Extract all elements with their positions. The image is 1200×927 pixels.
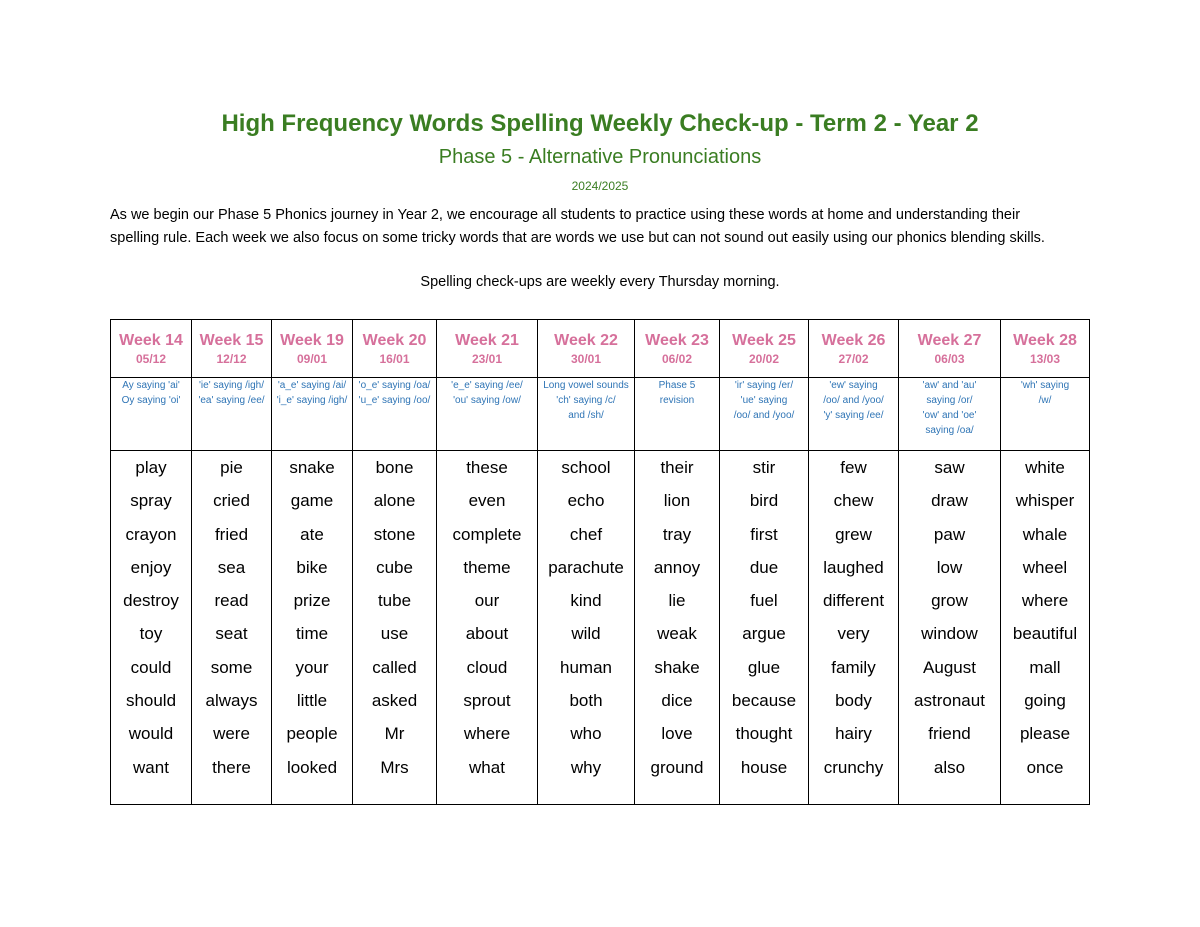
spelling-word: cloud xyxy=(466,657,508,677)
page-subtitle: Phase 5 - Alternative Pronunciations xyxy=(438,146,762,168)
spelling-rule-line: /oo/ and /yoo/ xyxy=(823,395,884,406)
week-header-cell xyxy=(635,320,720,378)
spelling-word: would xyxy=(128,724,174,744)
word-list-row xyxy=(111,451,1090,805)
spelling-rule-line: /oo/ and /yoo/ xyxy=(733,410,795,421)
spelling-word: crunchy xyxy=(823,757,884,777)
week-header-cell xyxy=(538,320,635,378)
spelling-rule-cell xyxy=(272,378,353,451)
spelling-rule-line: /w/ xyxy=(1038,395,1052,406)
spelling-word: these xyxy=(466,458,508,477)
week-label: Week 22 xyxy=(554,331,618,349)
spelling-word: bird xyxy=(749,491,779,511)
week-label: Week 25 xyxy=(732,331,796,349)
week-date: 12/12 xyxy=(216,351,247,366)
spelling-rule-line: 'i_e' saying /igh/ xyxy=(276,395,348,406)
spelling-word: love xyxy=(661,724,693,744)
spelling-rule-line: 'ir' saying /er/ xyxy=(734,380,794,391)
spelling-rule-line: 'u_e' saying /oo/ xyxy=(358,395,431,406)
spelling-word: fuel xyxy=(750,591,778,611)
spelling-word: fried xyxy=(214,524,249,544)
spelling-word: stir xyxy=(752,458,776,477)
spelling-word: wheel xyxy=(1022,557,1068,577)
spelling-word: first xyxy=(750,524,778,544)
week-date: 20/02 xyxy=(748,351,780,366)
spelling-word: mall xyxy=(1029,657,1061,677)
spelling-word: human xyxy=(560,657,612,677)
spelling-word: enjoy xyxy=(130,557,172,577)
week-date: 27/02 xyxy=(838,351,869,366)
spelling-word: your xyxy=(295,657,329,677)
spelling-word: who xyxy=(570,724,602,744)
spelling-word: whale xyxy=(1022,524,1068,544)
spelling-rule-line: 'e_e' saying /ee/ xyxy=(451,380,523,391)
word-list-cell xyxy=(1001,451,1090,805)
spelling-word: where xyxy=(463,724,511,744)
spelling-word: lie xyxy=(668,591,686,611)
week-label: Week 27 xyxy=(917,331,982,349)
spelling-word: due xyxy=(749,557,779,577)
spelling-word: theme xyxy=(463,557,511,577)
spelling-word: stone xyxy=(373,524,416,544)
week-header-cell xyxy=(899,320,1001,378)
spelling-word: use xyxy=(380,624,409,644)
spelling-word: tray xyxy=(662,524,692,544)
spelling-rule-line: revision xyxy=(659,395,695,406)
spelling-word: little xyxy=(296,691,328,711)
spelling-word: beautiful xyxy=(1012,624,1078,644)
spelling-word: our xyxy=(474,591,500,611)
spelling-word: alone xyxy=(373,491,416,511)
week-date: 06/03 xyxy=(934,351,965,366)
spelling-word: white xyxy=(1025,458,1065,477)
spelling-word: because xyxy=(731,691,797,711)
word-list-cell xyxy=(111,451,192,805)
spelling-word: once xyxy=(1026,757,1064,777)
spelling-word: complete xyxy=(452,524,522,544)
spelling-rule-line: 'ew' saying xyxy=(829,380,878,391)
spelling-word: saw xyxy=(934,458,965,477)
spelling-word: why xyxy=(570,757,602,777)
spelling-word: glue xyxy=(747,657,781,677)
spelling-word: want xyxy=(133,757,169,777)
spelling-rule-line: Long vowel sounds xyxy=(543,380,629,391)
week-label: Week 14 xyxy=(119,331,183,349)
spelling-rule-line: 'ea' saying /ee/ xyxy=(198,395,265,406)
spelling-word: where xyxy=(1021,591,1069,611)
word-list-cell xyxy=(720,451,809,805)
spelling-rule-row xyxy=(111,378,1090,451)
word-list-cell xyxy=(353,451,437,805)
week-header-cell xyxy=(272,320,353,378)
spelling-word: even xyxy=(468,491,506,511)
spelling-word: school xyxy=(561,458,611,477)
week-header-row xyxy=(111,320,1090,378)
spelling-word: asked xyxy=(371,691,418,711)
spelling-word: seat xyxy=(215,624,248,644)
spelling-word: dice xyxy=(661,691,693,711)
spelling-rule-line: 'aw' and 'au' xyxy=(922,380,977,391)
spelling-rule-cell xyxy=(635,378,720,451)
spelling-word: play xyxy=(135,458,167,477)
spelling-word: thought xyxy=(735,724,793,744)
spelling-word: sprout xyxy=(463,691,511,711)
word-list-cell xyxy=(899,451,1001,805)
spelling-word: crayon xyxy=(125,524,177,544)
spelling-word: hairy xyxy=(835,724,872,744)
spelling-word: Mr xyxy=(384,724,405,744)
spelling-word: snake xyxy=(289,458,335,477)
spelling-word: weak xyxy=(657,624,697,644)
spelling-word: bone xyxy=(375,458,414,477)
week-label: Week 15 xyxy=(199,331,264,349)
spelling-word: looked xyxy=(286,757,338,777)
word-list-cell xyxy=(809,451,899,805)
intro-paragraph: As we begin our Phase 5 Phonics journey in Year 2, we encourage all students to practice using these words at home and understanding their spelling rule. Each week we also focus on some tricky words that are words we use but can not sound out easily using our phonics blending skills. xyxy=(110,207,1045,246)
spelling-rule-line: 'wh' saying xyxy=(1020,380,1070,391)
spelling-word: friend xyxy=(928,724,971,744)
week-date: 06/02 xyxy=(661,351,693,366)
week-label: Week 23 xyxy=(645,331,709,349)
spelling-word: game xyxy=(290,491,334,511)
spelling-word: window xyxy=(921,624,978,644)
spelling-word: bike xyxy=(296,557,328,577)
week-header-cell xyxy=(192,320,272,378)
spelling-word: what xyxy=(469,757,505,777)
spelling-word: draw xyxy=(931,491,968,511)
spelling-rule-line: Ay saying 'ai' xyxy=(122,380,180,391)
schedule-note: Spelling check-ups are weekly every Thursday morning. xyxy=(420,274,780,290)
word-list-cell xyxy=(635,451,720,805)
spelling-word: going xyxy=(1024,691,1066,711)
spelling-word: shake xyxy=(654,657,700,677)
spelling-word: chef xyxy=(569,524,603,544)
spelling-rule-line: 'ie' saying /igh/ xyxy=(199,380,264,391)
spelling-word: toy xyxy=(139,624,163,644)
spelling-word: cried xyxy=(213,491,250,511)
spelling-word: August xyxy=(923,657,976,677)
week-date: 05/12 xyxy=(135,351,167,366)
spelling-word: called xyxy=(372,657,417,677)
week-date: 16/01 xyxy=(379,351,410,366)
spelling-rule-cell xyxy=(899,378,1001,451)
spelling-word: time xyxy=(295,624,329,644)
spelling-word: ate xyxy=(300,524,324,544)
spelling-word: echo xyxy=(567,491,605,511)
spelling-rule-line: saying /oa/ xyxy=(925,425,974,436)
spelling-word: different xyxy=(822,591,885,611)
spelling-word: body xyxy=(835,691,872,711)
spelling-rule-line: 'y' saying /ee/ xyxy=(823,410,884,421)
spelling-word: read xyxy=(214,591,249,611)
spelling-rule-line: saying /or/ xyxy=(926,395,973,406)
spelling-word: always xyxy=(205,691,258,711)
spelling-word: tube xyxy=(377,591,412,611)
week-header-cell xyxy=(353,320,437,378)
word-list-cell xyxy=(538,451,635,805)
week-label: Week 28 xyxy=(1013,331,1077,349)
spelling-rule-cell xyxy=(809,378,899,451)
week-header-cell xyxy=(809,320,899,378)
spelling-word: annoy xyxy=(653,557,701,577)
week-header-cell xyxy=(437,320,538,378)
spelling-rule-cell xyxy=(353,378,437,451)
spelling-word: should xyxy=(125,691,177,711)
spelling-word: few xyxy=(840,458,867,477)
spelling-word: low xyxy=(936,557,963,577)
spelling-word: Mrs xyxy=(380,757,409,777)
spelling-word: could xyxy=(130,657,172,677)
spelling-word: people xyxy=(286,724,338,744)
spelling-rule-line: 'ou' saying /ow/ xyxy=(453,395,521,406)
spelling-word: whisper xyxy=(1015,491,1075,511)
spelling-word: destroy xyxy=(123,591,179,611)
spelling-word: laughed xyxy=(823,557,884,577)
spelling-word: were xyxy=(213,724,250,744)
spelling-word: very xyxy=(837,624,870,644)
spelling-rule-line: 'ue' saying xyxy=(740,395,788,406)
spelling-word: astronaut xyxy=(914,691,985,711)
week-label: Week 19 xyxy=(280,331,344,349)
spelling-rule-cell xyxy=(1001,378,1090,451)
week-header-cell xyxy=(720,320,809,378)
spelling-rule-cell xyxy=(111,378,192,451)
spelling-word: paw xyxy=(933,524,966,544)
spelling-word: prize xyxy=(293,591,331,611)
week-date: 23/01 xyxy=(471,351,503,366)
spelling-word: wild xyxy=(571,624,601,644)
week-label: Week 21 xyxy=(455,331,519,349)
spelling-word: both xyxy=(569,691,603,711)
word-list-cell xyxy=(192,451,272,805)
spelling-word: spray xyxy=(130,491,172,511)
word-list-cell xyxy=(272,451,353,805)
spelling-rule-line: Oy saying 'oi' xyxy=(121,395,181,406)
spelling-word: also xyxy=(933,757,966,777)
week-date: 30/01 xyxy=(570,351,602,366)
spelling-word: their xyxy=(660,458,694,477)
spelling-word: please xyxy=(1019,724,1071,744)
spelling-word: chew xyxy=(833,491,874,511)
spelling-word: grow xyxy=(931,591,968,611)
academic-year: 2024/2025 xyxy=(571,179,629,193)
spelling-word: argue xyxy=(742,624,786,644)
spelling-word: family xyxy=(831,657,876,677)
spelling-word: parachute xyxy=(548,557,624,577)
spelling-word: some xyxy=(210,657,253,677)
spelling-rule-cell xyxy=(192,378,272,451)
week-label: Week 26 xyxy=(821,331,886,349)
week-date: 09/01 xyxy=(296,351,328,366)
spelling-rule-line: 'o_e' saying /oa/ xyxy=(358,380,431,391)
spelling-rule-line: 'a_e' saying /ai/ xyxy=(277,380,347,391)
spelling-word: grew xyxy=(835,524,872,544)
word-list-cell xyxy=(437,451,538,805)
week-header-cell xyxy=(1001,320,1090,378)
week-header-cell xyxy=(111,320,192,378)
spelling-word: cube xyxy=(376,557,413,577)
spelling-word: house xyxy=(740,757,788,777)
spelling-rule-line: 'ch' saying /c/ xyxy=(556,395,616,406)
spelling-rule-cell xyxy=(437,378,538,451)
spelling-table xyxy=(110,319,1090,805)
spelling-word: there xyxy=(212,757,251,777)
spelling-rule-line: 'ow' and 'oe' xyxy=(922,410,977,421)
spelling-word: pie xyxy=(220,458,243,477)
page-title: High Frequency Words Spelling Weekly Check-up - Term 2 - Year 2 xyxy=(221,110,979,137)
week-date: 13/03 xyxy=(1029,351,1061,366)
spelling-word: lion xyxy=(663,491,691,511)
spelling-word: kind xyxy=(570,591,602,611)
spelling-word: ground xyxy=(650,757,704,777)
spelling-rule-line: and /sh/ xyxy=(568,410,604,421)
spelling-word: sea xyxy=(217,557,246,577)
week-label: Week 20 xyxy=(362,331,427,349)
spelling-rule-line: Phase 5 xyxy=(658,380,696,391)
spelling-word: about xyxy=(465,624,509,644)
spelling-rule-cell xyxy=(538,378,635,451)
spelling-rule-cell xyxy=(720,378,809,451)
